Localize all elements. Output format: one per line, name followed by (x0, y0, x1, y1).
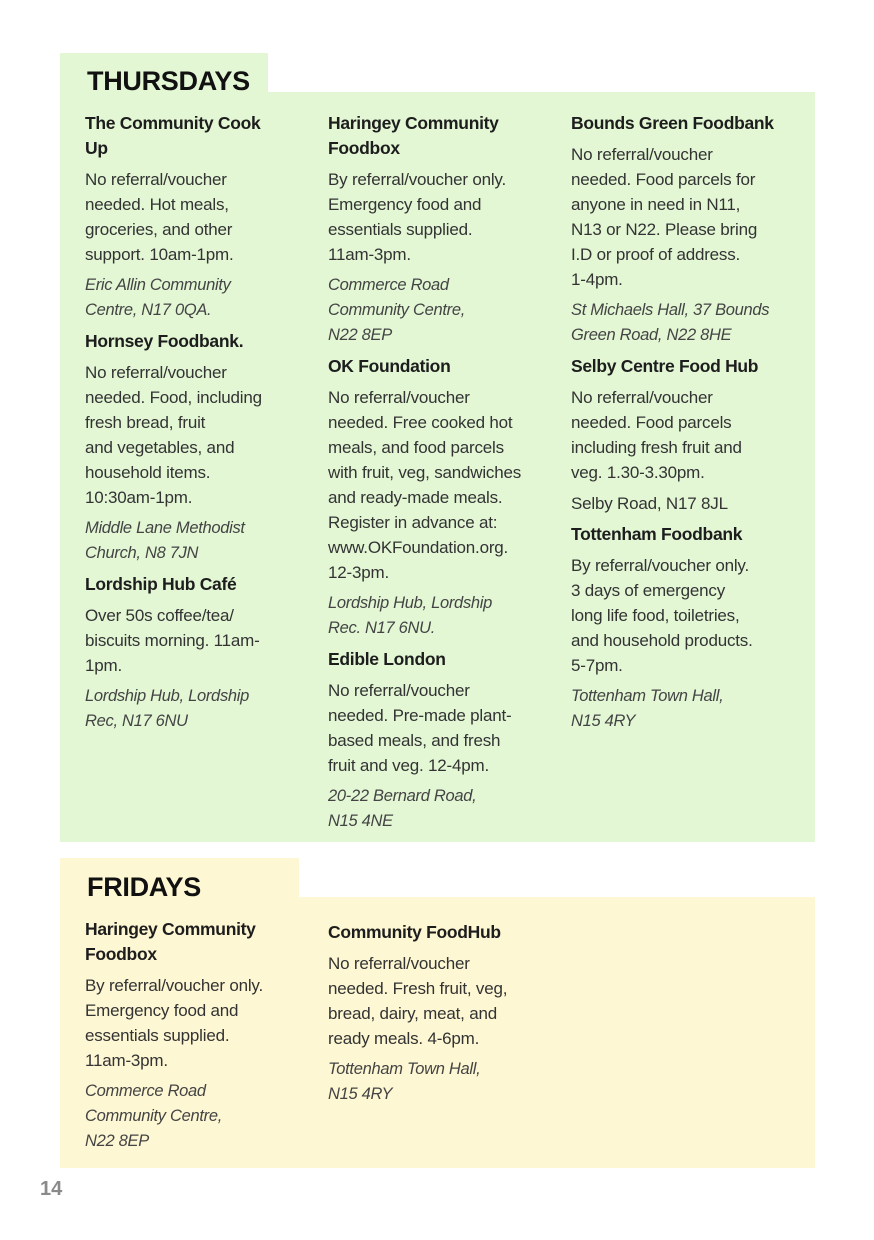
venue-entry (85, 329, 300, 566)
fridays-column-2 (328, 920, 553, 1113)
thursdays-column-1 (85, 111, 300, 740)
venue-description: No referral/voucher needed. Food parcels including fresh fruit and veg. 1.30-3.30pm. (571, 388, 742, 482)
venue-entry (85, 572, 300, 734)
fridays-column-1 (85, 917, 310, 1160)
venue-name: Bounds Green Foodbank (571, 113, 774, 133)
venue-entry (328, 647, 553, 834)
venue-address: Lordship Hub, Lordship Rec. N17 6NU. (328, 594, 493, 637)
venue-name: Haringey Community Foodbox (328, 113, 499, 158)
venue-description: Over 50s coffee/tea/ biscuits morning. 11am- 1pm. (85, 606, 260, 675)
venue-address: Tottenham Town Hall, N15 4RY (571, 687, 724, 730)
venue-description: No referral/voucher needed. Free cooked hot meals, and food parcels with fruit, veg, sandwiches and ready-made meals. Register in advance at: www.OKFoundation.org. 12-3pm. (328, 388, 522, 582)
venue-address: 20-22 Bernard Road, N15 4NE (328, 787, 477, 830)
venue-name: Hornsey Foodbank. (85, 331, 244, 351)
venue-entry (571, 522, 806, 734)
venue-entry (85, 111, 300, 323)
venue-description: By referral/voucher only. Emergency food and essentials supplied. 11am-3pm. (85, 976, 263, 1070)
venue-entry (571, 111, 806, 348)
venue-description: No referral/voucher needed. Food, including fresh bread, fruit and vegetables, and household items. 10:30am-1pm. (85, 363, 262, 507)
venue-name: Community FoodHub (328, 922, 501, 942)
venue-entry (328, 111, 553, 348)
thursdays-column-2 (328, 111, 553, 840)
venue-name: OK Foundation (328, 356, 451, 376)
venue-address: Selby Road, N17 8JL (571, 494, 728, 513)
thursdays-column-3 (571, 111, 806, 740)
venue-entry (85, 917, 310, 1154)
venue-description: By referral/voucher only. 3 days of emergency long life food, toiletries, and household products. 5-7pm. (571, 556, 753, 675)
venue-name: Selby Centre Food Hub (571, 356, 759, 376)
venue-name: Lordship Hub Café (85, 574, 237, 594)
venue-description: By referral/voucher only. Emergency food and essentials supplied. 11am-3pm. (328, 170, 506, 264)
venue-address: Commerce Road Community Centre, N22 8EP (85, 1082, 223, 1150)
venue-description: No referral/voucher needed. Pre-made plant- based meals, and fresh fruit and veg. 12-4pm. (328, 681, 512, 775)
venue-name: Edible London (328, 649, 446, 669)
venue-description: No referral/voucher needed. Fresh fruit, veg, bread, dairy, meat, and ready meals. 4-6pm. (328, 954, 508, 1048)
venue-name: Tottenham Foodbank (571, 524, 743, 544)
page-number: 14 (40, 1178, 63, 1200)
venue-name: The Community Cook Up (85, 113, 261, 158)
fridays-heading-tab: FRIDAYS (60, 858, 299, 900)
venue-address: St Michaels Hall, 37 Bounds Green Road, N22 8HE (571, 301, 770, 344)
thursdays-heading-tab: THURSDAYS (60, 53, 268, 95)
venue-description: No referral/voucher needed. Food parcels for anyone in need in N11, N13 or N22. Please bring I.D or proof of address. 1-4pm. (571, 145, 758, 289)
venue-address: Middle Lane Methodist Church, N8 7JN (85, 519, 245, 562)
venue-entry (328, 920, 553, 1107)
venue-description: No referral/voucher needed. Hot meals, groceries, and other support. 10am-1pm. (85, 170, 234, 264)
venue-entry (571, 354, 806, 516)
venue-address: Lordship Hub, Lordship Rec, N17 6NU (85, 687, 250, 730)
venue-entry (328, 354, 553, 641)
venue-name: Haringey Community Foodbox (85, 919, 256, 964)
venue-address: Eric Allin Community Centre, N17 0QA. (85, 276, 231, 319)
venue-address: Commerce Road Community Centre, N22 8EP (328, 276, 466, 344)
venue-address: Tottenham Town Hall, N15 4RY (328, 1060, 481, 1103)
